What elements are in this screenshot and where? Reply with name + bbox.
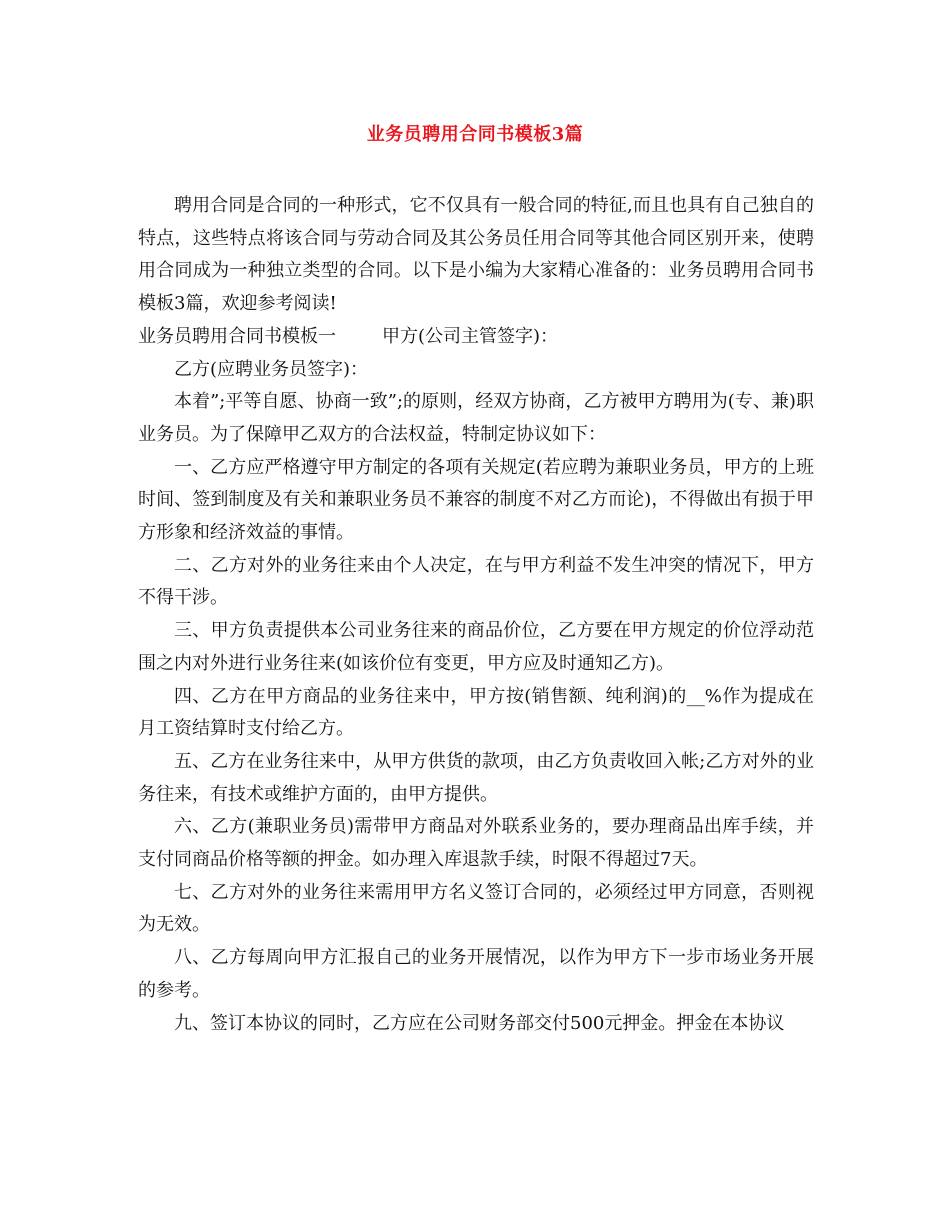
template-one-heading: 业务员聘用合同书模板一	[138, 325, 336, 347]
clause-4: 四、乙方在甲方商品的业务往来中，甲方按(销售额、纯利润)的__%作为提成在月工资结算时支付给乙方。	[138, 685, 814, 740]
preamble-paragraph: 本着”;平等自愿、协商一致”;的原则，经双方协商，乙方被甲方聘用为(专、兼)职业务员。为了保障甲乙双方的合法权益，特制定协议如下：	[138, 391, 814, 445]
clause-5: 五、乙方在业务往来中，从甲方供货的款项，由乙方负责收回入帐;乙方对外的业务往来，有技术或维护方面的，由甲方提供。	[138, 750, 814, 805]
intro-paragraph: 聘用合同是合同的一种形式，它不仅具有一般合同的特征,而且也具有自己独自的特点，这些特点将该合同与劳动合同及其公务员任用合同等其他合同区别开来，使聘用合同成为一种独立类型的合同。以下是小编为大家精心准备的：业务员聘用合同书模板3篇，欢迎参考阅读!	[138, 195, 814, 315]
party-b-signature-label: 乙方(应聘业务员签字)：	[174, 358, 369, 380]
clause-7: 七、乙方对外的业务往来需用甲方名义签订合同的，必须经过甲方同意，否则视为无效。	[138, 881, 814, 936]
template-one-line	[138, 321, 814, 354]
clause-2: 二、乙方对外的业务往来由个人决定，在与甲方利益不发生冲突的情况下，甲方不得干涉。	[138, 554, 814, 609]
clause-9: 九、签订本协议的同时，乙方应在公司财务部交付500元押金。押金在本协议	[174, 1012, 785, 1034]
clause-3: 三、甲方负责提供本公司业务往来的商品价位，乙方要在甲方规定的价位浮动范围之内对外进行业务往来(如该价位有变更，甲方应及时通知乙方)。	[138, 620, 814, 674]
document-body	[138, 190, 814, 1040]
clause-8: 八、乙方每周向甲方汇报自己的业务开展情况，以作为甲方下一步市场业务开展的参考。	[138, 947, 814, 1001]
clause-1: 一、乙方应严格遵守甲方制定的各项有关规定(若应聘为兼职业务员，甲方的上班时间、签到制度及有关和兼职业务员不兼容的制度不对乙方而论)，不得做出有损于甲方形象和经济效益的事情。	[138, 456, 814, 544]
clause-6: 六、乙方(兼职业务员)需带甲方商品对外联系业务的，要办理商品出库手续，并支付同商品价格等额的押金。如办理入库退款手续，时限不得超过7天。	[138, 816, 814, 871]
document-title: 业务员聘用合同书模板3篇	[366, 124, 584, 145]
party-a-signature-label: 甲方(公司主管签字)：	[382, 325, 559, 347]
